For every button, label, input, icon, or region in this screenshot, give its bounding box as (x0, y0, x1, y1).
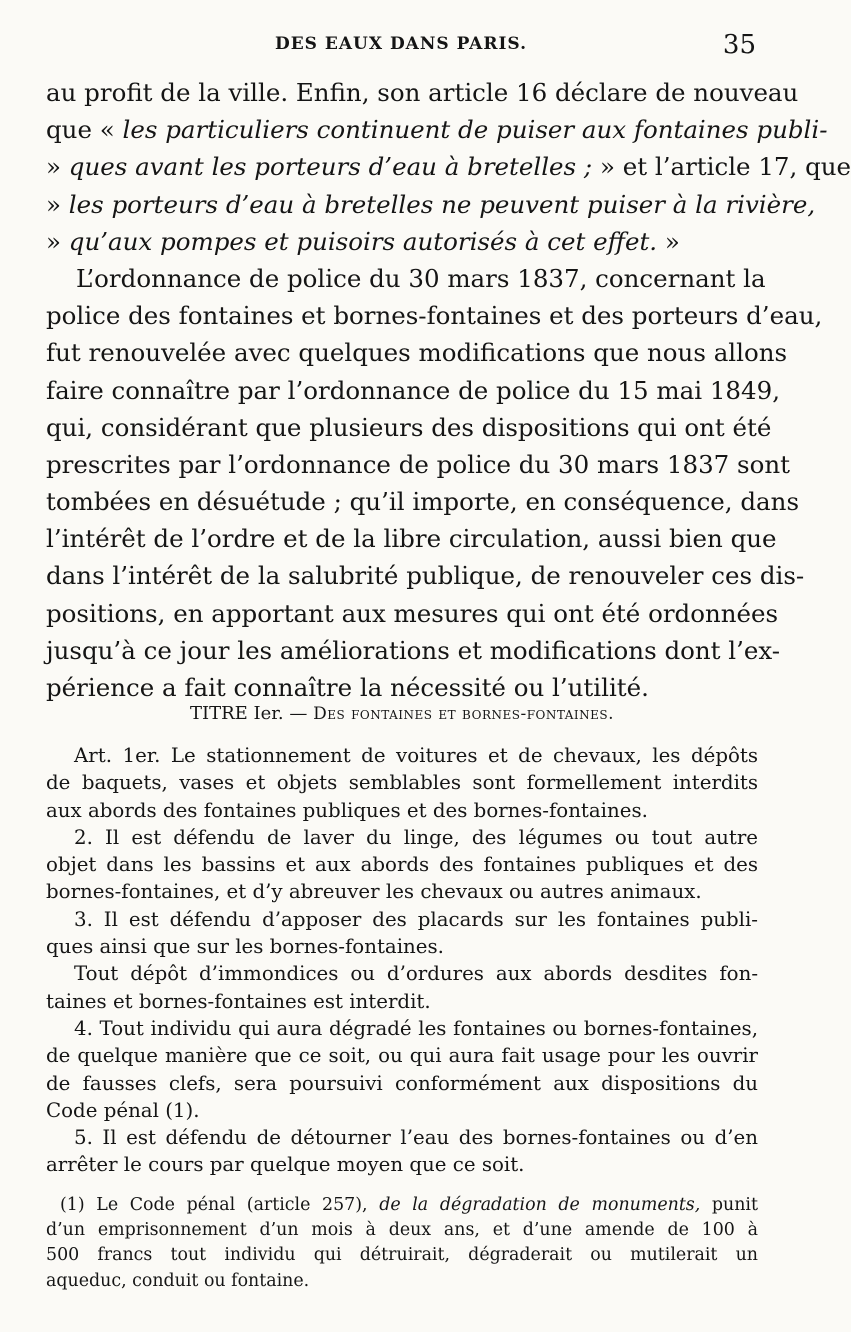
text-line: au profit de la ville. Enfin, son article 16 déclare de nouveau (46, 78, 799, 107)
text-line: » les porteurs d’eau à bretelles ne peuvent puiser à la rivière, (46, 189, 816, 219)
articles (46, 742, 758, 1179)
footnote-line: 500 francs tout individu qui détruirait, dégraderait ou mutilerait un (46, 1245, 758, 1266)
article-line: de fausses clefs, sera poursuivi conformément aux dispositions du (46, 1071, 758, 1095)
article-line: taines et bornes-fontaines est interdit. (46, 989, 431, 1013)
text-line: que « les particuliers continuent de puiser aux fontaines publi- (46, 115, 828, 145)
main-text (46, 74, 851, 706)
article-line: bornes-fontaines, et d’y abreuver les chevaux ou autres animaux. (46, 880, 702, 904)
article-line: 2. Il est défendu de laver du linge, des légumes ou tout autre (74, 825, 758, 849)
article-line: 5. Il est défendu de détourner l’eau des bornes-fontaines ou d’en (74, 1126, 758, 1150)
article-line: Tout dépôt d’immondices ou d’ordures aux abords desdites fon- (74, 962, 758, 986)
text-line: dans l’intérêt de la salubrité publique, de renouveler ces dis- (46, 561, 805, 591)
text-line: » ques avant les porteurs d’eau à bretelles ; » et l’article 17, que (46, 152, 851, 182)
footnote-line: d’un emprisonnement d’un mois à deux ans, et d’une amende de 100 à (46, 1220, 758, 1241)
article-line: arrêter le cours par quelque moyen que ce soit. (46, 1153, 525, 1177)
section-heading-label: TITRE Ier. — (189, 703, 308, 724)
text-line: police des fontaines et bornes-fontaines et des porteurs d’eau, (46, 301, 823, 331)
article-line: de quelque manière que ce soit, ou qui aura fait usage pour les ouvrir (46, 1044, 758, 1068)
section-heading-title: Des fontaines et bornes-fontaines. (313, 704, 615, 724)
footnote-line: aqueduc, conduit ou fontaine. (46, 1270, 310, 1291)
footnote (46, 1193, 758, 1294)
text-line: » qu’aux pompes et puisoirs autorisés à cet effet. » (46, 226, 680, 256)
article-line: aux abords des fontaines publiques et des bornes-fontaines. (46, 798, 648, 822)
article-line: ques ainsi que sur les bornes-fontaines. (46, 935, 444, 959)
running-title: DES EAUX DANS PARIS. (274, 34, 528, 54)
article-line: objet dans les bassins et aux abords des fontaines publiques et des (46, 853, 758, 877)
section-heading (46, 700, 758, 728)
article-line: de baquets, vases et objets semblables sont formellement interdits (46, 771, 758, 795)
text-line: périence a fait connaître la nécessité ou l’utilité. (46, 673, 649, 702)
text-line: fut renouvelée avec quelques modifications que nous allons (46, 338, 788, 368)
page-number: 35 (722, 30, 756, 60)
article-line: Art. 1er. Le stationnement de voitures et de chevaux, les dépôts (74, 744, 758, 767)
text-line: tombées en désuétude ; qu’il importe, en conséquence, dans (46, 487, 800, 517)
article-line: 4. Tout individu qui aura dégradé les fontaines ou bornes-fontaines, (74, 1016, 758, 1040)
text-line: L’ordonnance de police du 30 mars 1837, concernant la (76, 263, 766, 293)
running-header (46, 30, 756, 64)
text-line: jusqu’à ce jour les améliorations et modifications dont l’ex- (46, 635, 781, 665)
text-line: l’intérêt de l’ordre et de la libre circulation, aussi bien que (46, 524, 777, 554)
text-line: qui, considérant que plusieurs des dispositions qui ont été (46, 412, 772, 442)
article-line: 3. Il est défendu d’apposer des placards sur les fontaines publi- (74, 907, 758, 931)
footnote-line: (1) Le Code pénal (article 257), de la dégradation de monuments, punit (60, 1195, 758, 1215)
text-line: prescrites par l’ordonnance de police du 30 mars 1837 sont (46, 449, 790, 479)
article-line: Code pénal (1). (46, 1098, 200, 1122)
text-line: positions, en apportant aux mesures qui ont été ordonnées (46, 598, 779, 628)
text-line: faire connaître par l’ordonnance de police du 15 mai 1849, (46, 375, 780, 405)
